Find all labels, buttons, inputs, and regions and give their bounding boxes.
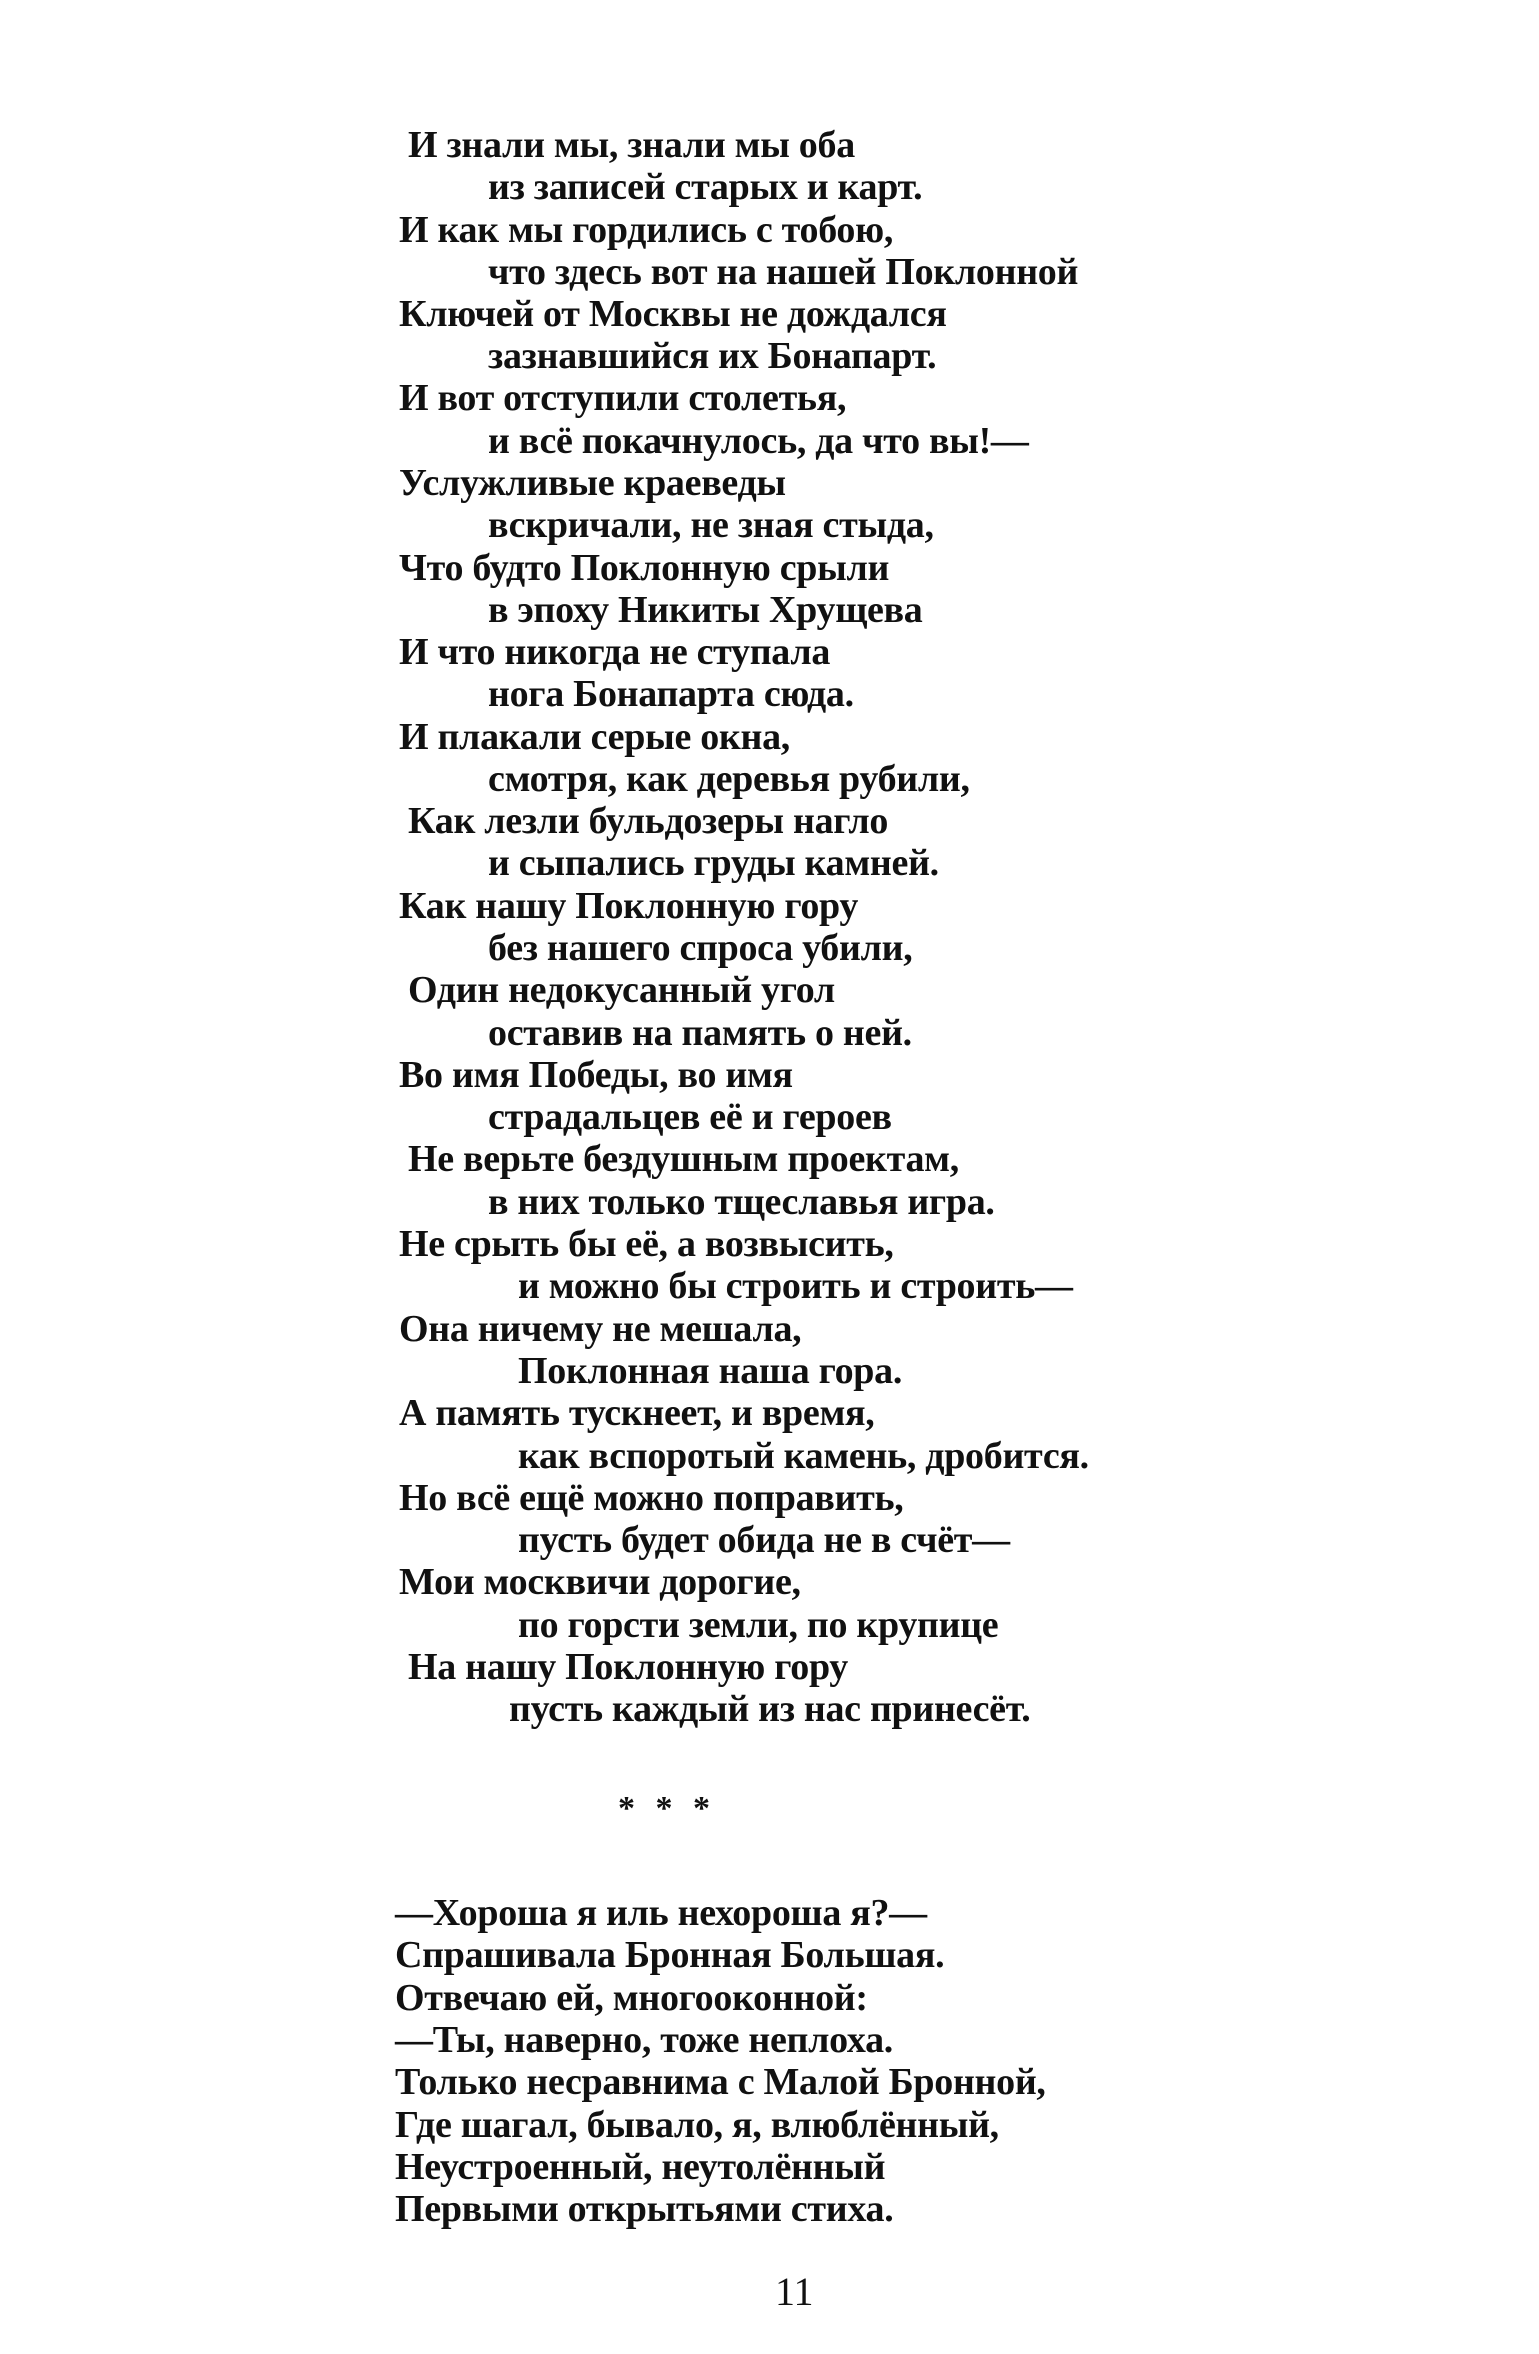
poem-line: Отвечаю ей, многооконной:	[395, 1977, 868, 2019]
poem-line: в них только тщеславья игра.	[488, 1181, 995, 1223]
poem-line: И что никогда не ступала	[399, 631, 831, 673]
poem-line: —Хороша я иль нехороша я?—	[395, 1892, 927, 1934]
poem-line: Как лезли бульдозеры нагло	[408, 800, 889, 842]
poem-line: по горсти земли, по крупице	[518, 1604, 999, 1646]
poem-line: Что будто Поклонную срыли	[399, 547, 890, 589]
poem-line: Только несравнима с Малой Бронной,	[395, 2061, 1046, 2103]
poem-line: И знали мы, знали мы оба	[408, 124, 855, 166]
poem-line: Мои москвичи дорогие,	[399, 1561, 801, 1603]
poem-line: Не верьте бездушным проектам,	[408, 1138, 959, 1180]
poem-line: Услужливые краеведы	[399, 462, 786, 504]
poem-line: Но всё ещё можно поправить,	[399, 1477, 904, 1519]
poem-line: в эпоху Никиты Хрущева	[488, 589, 923, 631]
poem-line: оставив на память о ней.	[488, 1012, 912, 1054]
poem-line: И как мы гордились с тобою,	[399, 209, 894, 251]
poem-line: и можно бы строить и строить—	[518, 1265, 1073, 1307]
poem-line: как вспоротый камень, дробится.	[518, 1435, 1089, 1477]
poem-line: Спрашивала Бронная Большая.	[395, 1934, 945, 1976]
poem-line: Где шагал, бывало, я, влюблённый,	[395, 2104, 999, 2146]
poem-line: без нашего спроса убили,	[488, 927, 913, 969]
poem-line: Не срыть бы её, а возвысить,	[399, 1223, 894, 1265]
poem-line: На нашу Поклонную гору	[408, 1646, 848, 1688]
poem-line: Во имя Победы, во имя	[399, 1054, 793, 1096]
section-separator: * * *	[618, 1790, 716, 1827]
poem-line: нога Бонапарта сюда.	[488, 673, 854, 715]
poem-line: Неустроенный, неутолённый	[395, 2146, 886, 2188]
poem-line: —Ты, наверно, тоже неплоха.	[395, 2019, 893, 2061]
page-number: 11	[775, 2269, 814, 2314]
poem-line: И вот отступили столетья,	[399, 377, 847, 419]
poem-line: пусть каждый из нас принесёт.	[509, 1688, 1031, 1730]
poem-line: и всё покачнулось, да что вы!—	[488, 420, 1029, 462]
poem-line: и сыпались груды камней.	[488, 842, 939, 884]
poem-line: из записей старых и карт.	[488, 166, 923, 208]
poem-line: Она ничему не мешала,	[399, 1308, 802, 1350]
poem-line: Ключей от Москвы не дождался	[399, 293, 947, 335]
poem-line: Как нашу Поклонную гору	[399, 885, 859, 927]
poem-line: зазнавшийся их Бонапарт.	[488, 335, 937, 377]
poem-line: вскричали, не зная стыда,	[488, 504, 934, 546]
poem-line: что здесь вот на нашей Поклонной	[488, 251, 1079, 293]
poem-line: Первыми открытьями стиха.	[395, 2188, 894, 2230]
poem-line: Один недокусанный угол	[408, 969, 835, 1011]
poem-line: смотря, как деревья рубили,	[488, 758, 970, 800]
poem-line: Поклонная наша гора.	[518, 1350, 903, 1392]
poem-line: страдальцев её и героев	[488, 1096, 892, 1138]
poem-line: пусть будет обида не в счёт—	[518, 1519, 1010, 1561]
poem-line: И плакали серые окна,	[399, 716, 790, 758]
poem-line: А память тускнеет, и время,	[399, 1392, 875, 1434]
